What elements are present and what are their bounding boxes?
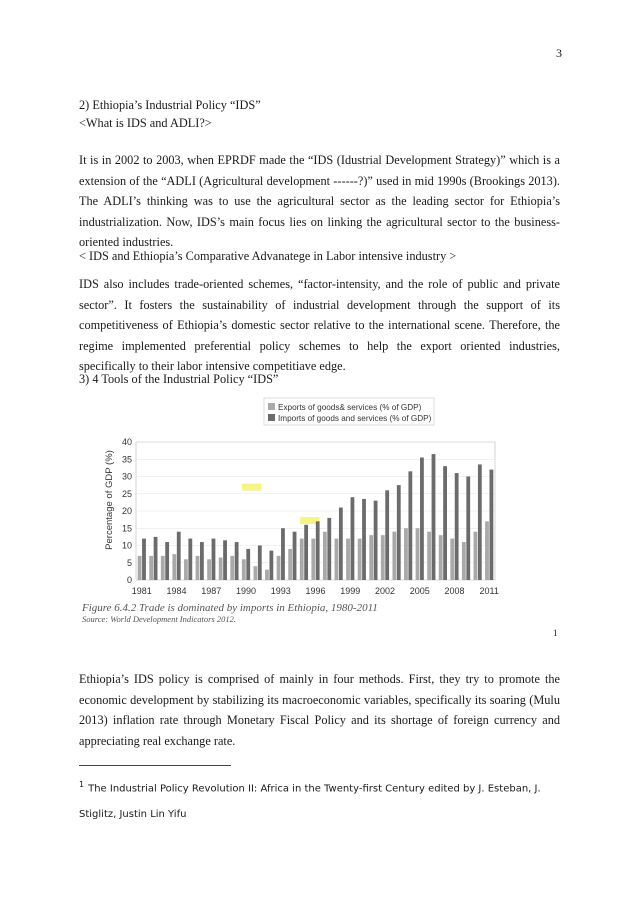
exports-bar bbox=[462, 542, 466, 580]
imports-bar bbox=[200, 542, 204, 580]
imports-bar bbox=[223, 540, 227, 580]
footnote-number: 1 bbox=[79, 780, 85, 789]
footnote bbox=[79, 772, 560, 828]
imports-bar bbox=[362, 499, 366, 580]
x-tick-label: 1981 bbox=[131, 586, 152, 596]
x-tick-label: 2008 bbox=[444, 586, 465, 596]
section-2-heading: 2) Ethiopia’s Industrial Policy “IDS” bbox=[79, 98, 261, 112]
imports-bar bbox=[490, 470, 494, 580]
x-tick-label: 1999 bbox=[340, 586, 361, 596]
exports-bar bbox=[300, 539, 304, 580]
exports-bar bbox=[161, 556, 165, 580]
imports-bar bbox=[212, 539, 216, 580]
legend-swatch bbox=[268, 403, 275, 410]
chart-legend bbox=[264, 398, 434, 425]
x-tick-label: 2011 bbox=[479, 586, 499, 596]
exports-bar bbox=[335, 539, 339, 580]
imports-bar bbox=[235, 542, 239, 580]
section-3-heading: 3) 4 Tools of the Industrial Policy “IDS” bbox=[79, 372, 279, 387]
legend-label: Imports of goods and services (% of GDP) bbox=[278, 414, 432, 423]
exports-bar bbox=[450, 539, 454, 580]
exports-bar bbox=[149, 556, 153, 580]
section-3-paragraph: Ethiopia’s IDS policy is comprised of mainly in four methods. First, they try to promote the economic development by stabilizing its macroeconomic variables, specifically its soaring (Mulu 2013) inflation rate through Monetary Fiscal Policy and its shortage of foreign currency and appreciating real exchange rate. bbox=[79, 672, 560, 748]
exports-bar bbox=[311, 539, 315, 580]
exports-bar bbox=[172, 554, 176, 580]
imports-bar bbox=[478, 464, 482, 580]
imports-bar bbox=[432, 454, 436, 580]
x-tick-label: 1996 bbox=[305, 586, 326, 596]
imports-bar bbox=[188, 539, 192, 580]
x-tick-label: 1987 bbox=[201, 586, 222, 596]
y-tick-label: 30 bbox=[121, 471, 132, 482]
exports-bar bbox=[277, 556, 281, 580]
legend-label: Exports of goods& services (% of GDP) bbox=[278, 403, 422, 412]
y-tick-label: 40 bbox=[121, 437, 132, 447]
imports-bar bbox=[455, 473, 459, 580]
imports-bar bbox=[293, 532, 297, 580]
highlight-annotation bbox=[242, 484, 262, 491]
imports-bar bbox=[351, 497, 355, 580]
footnote-reference: 1 bbox=[553, 628, 558, 638]
chart-plot-area bbox=[122, 437, 499, 596]
exports-bar bbox=[474, 532, 478, 580]
imports-bar bbox=[258, 546, 262, 581]
exports-bar bbox=[196, 556, 200, 580]
page-number: 3 bbox=[556, 46, 562, 60]
y-tick-label: 15 bbox=[121, 523, 132, 534]
imports-bar bbox=[443, 466, 447, 580]
imports-bar bbox=[269, 551, 273, 580]
exports-bar bbox=[485, 521, 489, 580]
exports-bar bbox=[323, 532, 327, 580]
figure-source: Source: World Development Indicators 2012. bbox=[82, 614, 236, 624]
section-2-paragraph: It is in 2002 to 2003, when EPRDF made the “IDS (Idustrial Development Strategy)” which is a extension of the “ADLI (Agricultural development ------?)” used in mid 1990s (Brookings 2013). The ADLI’s thinking was to use the agricultural sector as the leading sector for Ethiopia’s industrialization. Now, IDS’s main focus lies on linking the agricultural sector to the business-oriented industries. bbox=[79, 153, 560, 250]
x-tick-label: 1990 bbox=[236, 586, 257, 596]
imports-bar bbox=[385, 490, 389, 580]
exports-bar bbox=[381, 535, 385, 580]
imports-bar bbox=[304, 525, 308, 580]
legend-swatch bbox=[268, 414, 275, 421]
x-tick-label: 1984 bbox=[166, 586, 187, 596]
imports-bar bbox=[327, 518, 331, 580]
exports-bar bbox=[219, 558, 223, 580]
imports-bar bbox=[154, 537, 158, 580]
exports-bar bbox=[358, 539, 362, 580]
y-tick-label: 20 bbox=[121, 506, 132, 516]
exports-bar bbox=[138, 556, 142, 580]
x-tick-label: 2002 bbox=[374, 586, 395, 596]
x-tick-label: 2005 bbox=[409, 586, 430, 596]
y-tick-label: 35 bbox=[121, 454, 132, 465]
y-tick-label: 5 bbox=[126, 557, 132, 568]
y-tick-label: 10 bbox=[121, 540, 132, 551]
exports-bar bbox=[253, 566, 257, 580]
section-2-subheading: <What is IDS and ADLI?> bbox=[79, 116, 212, 130]
exports-bar bbox=[265, 570, 269, 580]
x-tick-label: 1993 bbox=[270, 586, 291, 596]
imports-bar bbox=[165, 542, 169, 580]
exports-bar bbox=[242, 559, 246, 580]
imports-bar bbox=[281, 528, 285, 580]
imports-bar bbox=[397, 485, 401, 580]
imports-bar bbox=[142, 539, 146, 580]
exports-bar bbox=[184, 559, 188, 580]
footnote-divider bbox=[79, 765, 231, 766]
exports-bar bbox=[427, 532, 431, 580]
trade-chart-figure bbox=[79, 392, 509, 632]
exports-bar bbox=[288, 549, 292, 580]
y-axis-label: Percentage of GDP (%) bbox=[104, 450, 115, 550]
figure-caption: Figure 6.4.2 Trade is dominated by imports in Ethiopia, 1980-2011 bbox=[82, 602, 378, 614]
footnote-text: The Industrial Policy Revolution II: Africa in the Twenty-first Century edited by J. Esteban, J. Stiglitz, Justin Lin Yifu bbox=[79, 783, 541, 821]
exports-bar bbox=[404, 528, 408, 580]
imports-bar bbox=[408, 471, 412, 580]
section-2-heading-block bbox=[79, 96, 560, 132]
y-tick-label: 0 bbox=[126, 575, 132, 585]
exports-bar bbox=[207, 559, 211, 580]
imports-bar bbox=[466, 477, 470, 581]
imports-bar bbox=[339, 508, 343, 580]
comparative-heading: < IDS and Ethiopia’s Comparative Advanatege in Labor intensive industry > bbox=[79, 249, 457, 264]
imports-bar bbox=[177, 532, 181, 580]
imports-bar bbox=[374, 501, 378, 580]
exports-bar bbox=[416, 528, 420, 580]
exports-bar bbox=[439, 535, 443, 580]
exports-bar bbox=[346, 539, 350, 580]
exports-bar bbox=[392, 532, 396, 580]
imports-bar bbox=[246, 549, 250, 580]
imports-bar bbox=[420, 458, 424, 580]
comparative-paragraph: IDS also includes trade-oriented schemes, “factor-intensity, and the role of public and private sector”. It fosters the sustainability of industrial development through the support of its competitiveness of Ethiopia’s domestic sector relative to the international scene. Therefore, the regime implemented preferential policy schemes to help the export oriented industries, specifically to their labor intensive competitiave edge. bbox=[79, 277, 560, 374]
imports-bar bbox=[316, 521, 320, 580]
exports-bar bbox=[369, 535, 373, 580]
exports-bar bbox=[230, 556, 234, 580]
y-tick-label: 25 bbox=[121, 488, 132, 499]
